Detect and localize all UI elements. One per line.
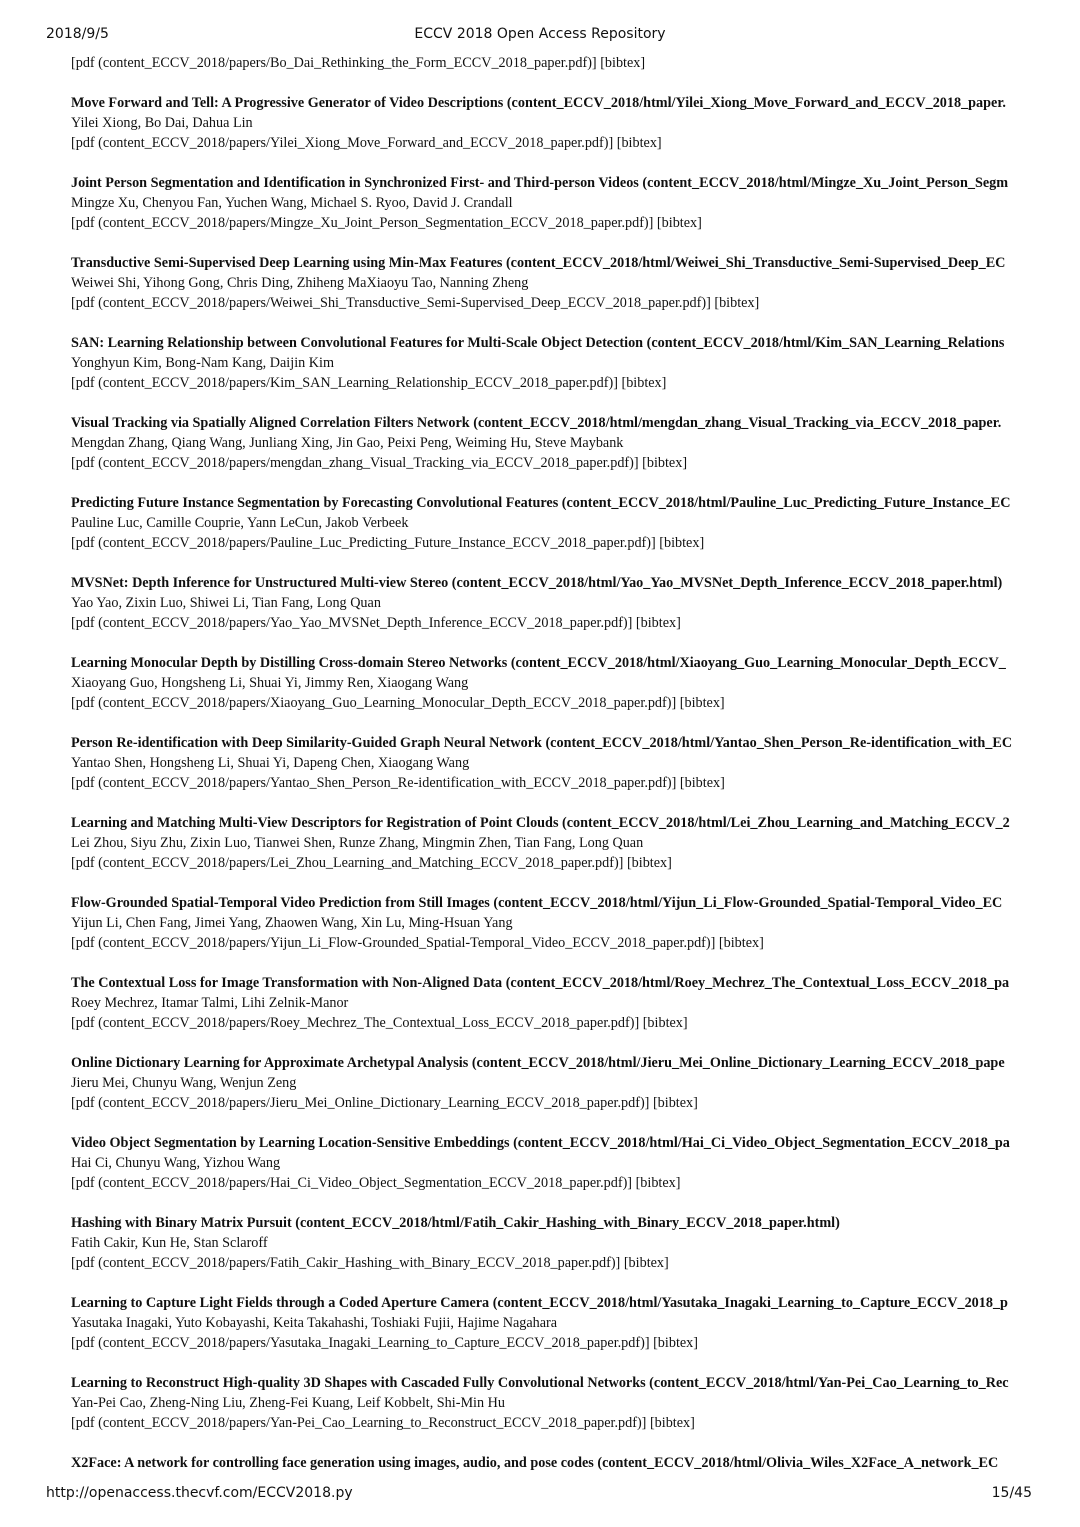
paper-authors: Mingze Xu, Chenyou Fan, Yuchen Wang, Michael S. Ryoo, David J. Crandall [71, 195, 513, 211]
paper-authors: Mengdan Zhang, Qiang Wang, Junliang Xing, Jin Gao, Peixi Peng, Weiming Hu, Steve Maybank [71, 435, 624, 451]
paper-entry [71, 1373, 1031, 1433]
paper-entry [71, 413, 1031, 473]
page-header [0, 26, 1080, 46]
paper-entry [71, 893, 1031, 953]
paper-links[interactable]: [pdf (content_ECCV_2018/papers/Roey_Mechrez_The_Contextual_Loss_ECCV_2018_paper.pdf)] [bibtex] [71, 1015, 688, 1031]
paper-authors: Yan-Pei Cao, Zheng-Ning Liu, Zheng-Fei Kuang, Leif Kobbelt, Shi-Min Hu [71, 1395, 505, 1411]
paper-entry [71, 1293, 1031, 1353]
paper-entry [71, 333, 1031, 393]
paper-title[interactable]: Learning and Matching Multi-View Descriptors for Registration of Point Clouds (content_ECCV_2018/html/Lei_Zhou_Learning_and_Matching_ECCV_2 [71, 815, 1010, 831]
paper-title[interactable]: Learning to Reconstruct High-quality 3D Shapes with Cascaded Fully Convolutional Networks (content_ECCV_2018/html/Yan-Pei_Cao_Learning_to_Rec [71, 1375, 1009, 1391]
paper-links[interactable]: [pdf (content_ECCV_2018/papers/Yasutaka_Inagaki_Learning_to_Capture_ECCV_2018_paper.pdf)] [bibtex] [71, 1335, 698, 1351]
paper-title[interactable]: Flow-Grounded Spatial-Temporal Video Prediction from Still Images (content_ECCV_2018/html/Yijun_Li_Flow-Grounded_Spatial-Temporal_Video_EC [71, 895, 1003, 911]
paper-authors: Yilei Xiong, Bo Dai, Dahua Lin [71, 115, 253, 131]
paper-title[interactable]: Move Forward and Tell: A Progressive Generator of Video Descriptions (content_ECCV_2018/html/Yilei_Xiong_Move_Forward_and_ECCV_2018_paper. [71, 95, 1006, 111]
paper-entry [71, 1453, 1031, 1473]
paper-links[interactable]: [pdf (content_ECCV_2018/papers/Yan-Pei_Cao_Learning_to_Reconstruct_ECCV_2018_paper.pdf)] [bibtex] [71, 1415, 695, 1431]
paper-authors: Hai Ci, Chunyu Wang, Yizhou Wang [71, 1155, 281, 1171]
paper-links[interactable]: [pdf (content_ECCV_2018/papers/Bo_Dai_Rethinking_the_Form_ECCV_2018_paper.pdf)] [bibtex] [71, 55, 646, 71]
paper-entry [71, 1213, 1031, 1273]
paper-title[interactable]: Video Object Segmentation by Learning Location-Sensitive Embeddings (content_ECCV_2018/html/Hai_Ci_Video_Object_Segmentation_ECCV_2018_pa [71, 1135, 1010, 1151]
paper-authors: Lei Zhou, Siyu Zhu, Zixin Luo, Tianwei Shen, Runze Zhang, Mingmin Zhen, Tian Fang, Long Quan [71, 835, 644, 851]
paper-entry [71, 573, 1031, 633]
paper-entry [71, 253, 1031, 313]
paper-links[interactable]: [pdf (content_ECCV_2018/papers/Jieru_Mei_Online_Dictionary_Learning_ECCV_2018_paper.pdf)] [bibtex] [71, 1095, 698, 1111]
paper-links[interactable]: [pdf (content_ECCV_2018/papers/Kim_SAN_Learning_Relationship_ECCV_2018_paper.pdf)] [bibtex] [71, 375, 667, 391]
paper-authors: Yonghyun Kim, Bong-Nam Kang, Daijin Kim [71, 355, 334, 371]
paper-title[interactable]: Visual Tracking via Spatially Aligned Correlation Filters Network (content_ECCV_2018/html/mengdan_zhang_Visual_Tracking_via_ECCV_2018_paper. [71, 415, 1002, 431]
paper-entry [71, 1053, 1031, 1113]
page-number: 15/45 [991, 1485, 1032, 1501]
paper-authors: Fatih Cakir, Kun He, Stan Sclaroff [71, 1235, 268, 1251]
paper-links[interactable]: [pdf (content_ECCV_2018/papers/Yantao_Shen_Person_Re-identification_with_ECCV_2018_paper.pdf)] [bibtex] [71, 775, 725, 791]
paper-title[interactable]: The Contextual Loss for Image Transformation with Non-Aligned Data (content_ECCV_2018/html/Roey_Mechrez_The_Contextual_Loss_ECCV_2018_pa [71, 975, 1010, 991]
paper-entry [71, 653, 1031, 713]
paper-links[interactable]: [pdf (content_ECCV_2018/papers/Yilei_Xiong_Move_Forward_and_ECCV_2018_paper.pdf)] [bibtex] [71, 135, 662, 151]
paper-entry [71, 93, 1031, 153]
paper-title[interactable]: Predicting Future Instance Segmentation by Forecasting Convolutional Features (content_ECCV_2018/html/Pauline_Luc_Predicting_Future_Instance_EC [71, 495, 1011, 511]
paper-authors: Roey Mechrez, Itamar Talmi, Lihi Zelnik-Manor [71, 995, 349, 1011]
paper-authors: Yijun Li, Chen Fang, Jimei Yang, Zhaowen Wang, Xin Lu, Ming-Hsuan Yang [71, 915, 513, 931]
paper-links[interactable]: [pdf (content_ECCV_2018/papers/Xiaoyang_Guo_Learning_Monocular_Depth_ECCV_2018_paper.pdf)] [bibtex] [71, 695, 725, 711]
paper-title[interactable]: MVSNet: Depth Inference for Unstructured Multi-view Stereo (content_ECCV_2018/html/Yao_Yao_MVSNet_Depth_Inference_ECCV_2018_paper.html) [71, 575, 1003, 591]
paper-entry [71, 1133, 1031, 1193]
paper-title[interactable]: Joint Person Segmentation and Identification in Synchronized First- and Third-person Videos (content_ECCV_2018/html/Mingze_Xu_Joint_Person_Segm [71, 175, 1009, 191]
paper-title[interactable]: SAN: Learning Relationship between Convolutional Features for Multi-Scale Object Detection (content_ECCV_2018/html/Kim_SAN_Learning_Relations [71, 335, 1005, 351]
paper-authors: Yantao Shen, Hongsheng Li, Shuai Yi, Dapeng Chen, Xiaogang Wang [71, 755, 470, 771]
paper-entry [71, 173, 1031, 233]
paper-authors: Pauline Luc, Camille Couprie, Yann LeCun, Jakob Verbeek [71, 515, 409, 531]
paper-title[interactable]: Learning to Capture Light Fields through a Coded Aperture Camera (content_ECCV_2018/html/Yasutaka_Inagaki_Learning_to_Capture_ECCV_2018_p [71, 1295, 1008, 1311]
paper-links[interactable]: [pdf (content_ECCV_2018/papers/Pauline_Luc_Predicting_Future_Instance_ECCV_2018_paper.pdf)] [bibtex] [71, 535, 705, 551]
paper-title[interactable]: Person Re-identification with Deep Similarity-Guided Graph Neural Network (content_ECCV_2018/html/Yantao_Shen_Person_Re-identification_with_EC [71, 735, 1013, 751]
page-footer [0, 1485, 1080, 1505]
paper-links[interactable]: [pdf (content_ECCV_2018/papers/mengdan_zhang_Visual_Tracking_via_ECCV_2018_paper.pdf)] [bibtex] [71, 455, 688, 471]
paper-entry [71, 813, 1031, 873]
paper-entry [71, 733, 1031, 793]
paper-title[interactable]: X2Face: A network for controlling face generation using images, audio, and pose codes (content_ECCV_2018/html/Olivia_Wiles_X2Face_A_network_EC [71, 1455, 999, 1471]
paper-authors: Yasutaka Inagaki, Yuto Kobayashi, Keita Takahashi, Toshiaki Fujii, Hajime Nagahara [71, 1315, 558, 1331]
paper-links[interactable]: [pdf (content_ECCV_2018/papers/Weiwei_Shi_Transductive_Semi-Supervised_Deep_ECCV_2018_paper.pdf)] [bibtex] [71, 295, 760, 311]
paper-list [71, 53, 1031, 1473]
page-url: http://openaccess.thecvf.com/ECCV2018.py [46, 1485, 353, 1501]
paper-links[interactable]: [pdf (content_ECCV_2018/papers/Yijun_Li_Flow-Grounded_Spatial-Temporal_Video_ECCV_2018_paper.pdf)] [bibtex] [71, 935, 764, 951]
paper-entry [71, 973, 1031, 1033]
paper-title[interactable]: Learning Monocular Depth by Distilling Cross-domain Stereo Networks (content_ECCV_2018/html/Xiaoyang_Guo_Learning_Monocular_Depth_ECCV_ [71, 655, 1006, 671]
paper-links[interactable]: [pdf (content_ECCV_2018/papers/Lei_Zhou_Learning_and_Matching_ECCV_2018_paper.pdf)] [bibtex] [71, 855, 672, 871]
paper-authors: Weiwei Shi, Yihong Gong, Chris Ding, Zhiheng MaXiaoyu Tao, Nanning Zheng [71, 275, 529, 291]
paper-entry [71, 493, 1031, 553]
paper-links[interactable]: [pdf (content_ECCV_2018/papers/Mingze_Xu_Joint_Person_Segmentation_ECCV_2018_paper.pdf)] [bibtex] [71, 215, 702, 231]
print-date: 2018/9/5 [46, 26, 109, 42]
paper-title[interactable]: Online Dictionary Learning for Approximate Archetypal Analysis (content_ECCV_2018/html/Jieru_Mei_Online_Dictionary_Learning_ECCV_2018_pape [71, 1055, 1005, 1071]
paper-links[interactable]: [pdf (content_ECCV_2018/papers/Yao_Yao_MVSNet_Depth_Inference_ECCV_2018_paper.pdf)] [bibtex] [71, 615, 681, 631]
paper-links[interactable]: [pdf (content_ECCV_2018/papers/Hai_Ci_Video_Object_Segmentation_ECCV_2018_paper.pdf)] [bibtex] [71, 1175, 681, 1191]
paper-title[interactable]: Transductive Semi-Supervised Deep Learning using Min-Max Features (content_ECCV_2018/html/Weiwei_Shi_Transductive_Semi-Supervised_Deep_EC [71, 255, 1006, 271]
paper-authors: Xiaoyang Guo, Hongsheng Li, Shuai Yi, Jimmy Ren, Xiaogang Wang [71, 675, 469, 691]
paper-authors: Yao Yao, Zixin Luo, Shiwei Li, Tian Fang, Long Quan [71, 595, 381, 611]
paper-authors: Jieru Mei, Chunyu Wang, Wenjun Zeng [71, 1075, 297, 1091]
paper-links[interactable]: [pdf (content_ECCV_2018/papers/Fatih_Cakir_Hashing_with_Binary_ECCV_2018_paper.pdf)] [bibtex] [71, 1255, 669, 1271]
paper-title[interactable]: Hashing with Binary Matrix Pursuit (content_ECCV_2018/html/Fatih_Cakir_Hashing_with_Binary_ECCV_2018_paper.html) [71, 1215, 840, 1231]
page-title: ECCV 2018 Open Access Repository [414, 26, 666, 42]
